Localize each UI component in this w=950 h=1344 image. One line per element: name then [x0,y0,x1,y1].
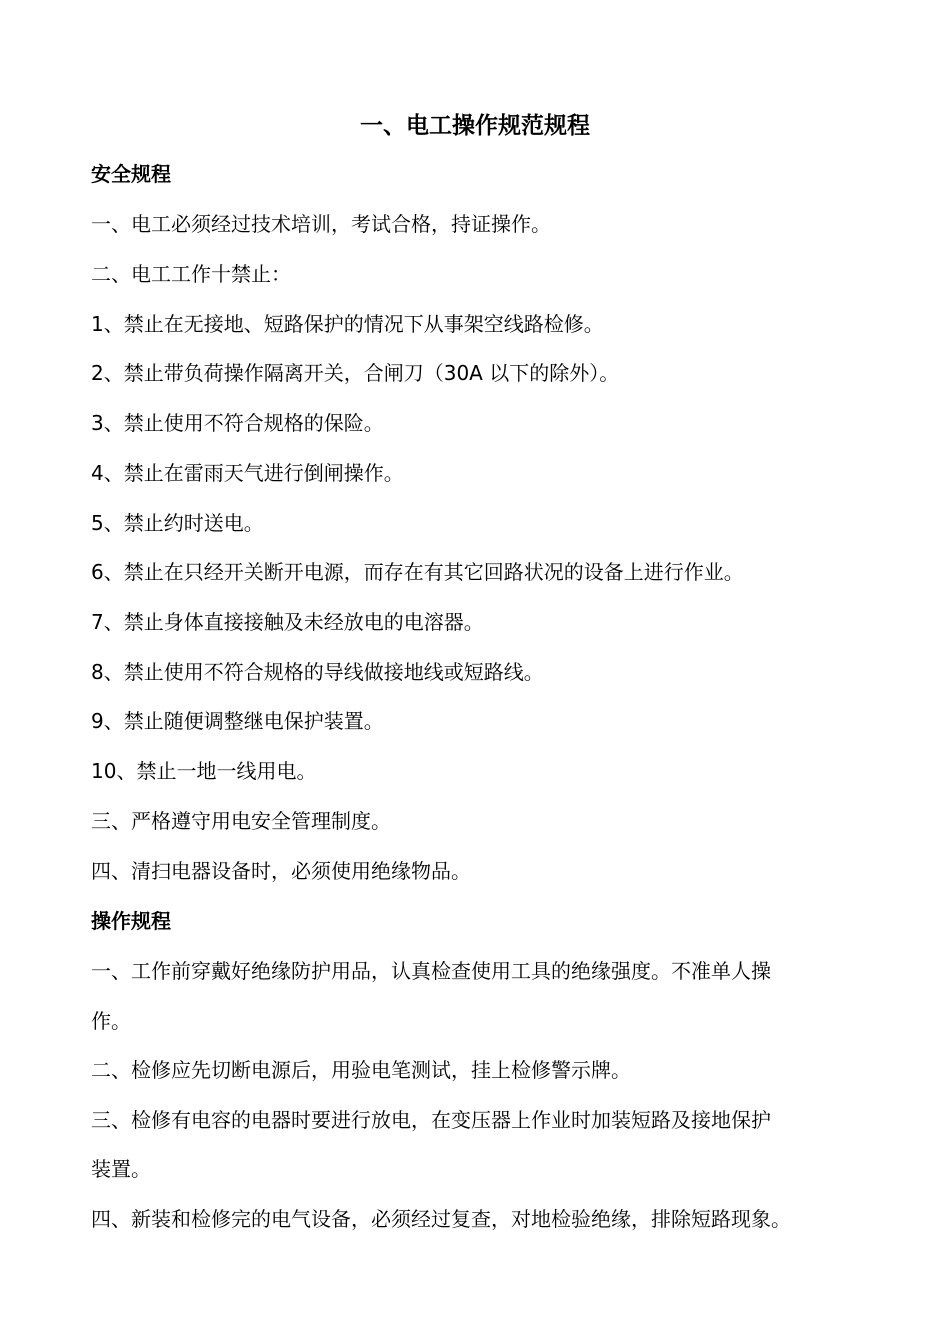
prohibition-item: 5、禁止约时送电。 [91,511,264,535]
prohibition-item: 10、禁止一地一线用电。 [91,759,317,783]
prohibition-item: 7、禁止身体直接接触及未经放电的电溶器。 [91,610,484,634]
prohibition-item: 1、禁止在无接地、短路保护的情况下从事架空线路检修。 [91,312,604,336]
operation-rule: 三、检修有电容的电器时要进行放电，在变压器上作业时加装短路及接地保护 [91,1108,771,1132]
operation-rule: 二、检修应先切断电源后，用验电笔测试，挂上检修警示牌。 [91,1058,631,1082]
prohibition-item: 3、禁止使用不符合规格的保险。 [91,411,384,435]
safety-rule: 二、电工工作十禁止： [91,262,291,286]
prohibition-item: 8、禁止使用不符合规格的导线做接地线或短路线。 [91,660,544,684]
operation-rule: 四、新装和检修完的电气设备，必须经过复查，对地检验绝缘，排除短路现象。 [91,1207,791,1231]
safety-rule: 四、清扫电器设备时，必须使用绝缘物品。 [91,859,471,883]
operation-rule-continuation: 作。 [91,1009,131,1033]
prohibition-item: 2、禁止带负荷操作隔离开关，合闸刀（30A 以下的除外）。 [91,361,620,385]
prohibition-item: 9、禁止随便调整继电保护装置。 [91,709,384,733]
safety-rule: 一、电工必须经过技术培训，考试合格，持证操作。 [91,212,551,236]
prohibition-item: 4、禁止在雷雨天气进行倒闸操作。 [91,461,404,485]
section-heading-operation: 操作规程 [91,909,171,933]
safety-rule: 三、严格遵守用电安全管理制度。 [91,809,391,833]
operation-rule-continuation: 装置。 [91,1157,151,1181]
prohibition-item: 6、禁止在只经开关断开电源，而存在有其它回路状况的设备上进行作业。 [91,560,744,584]
operation-rule: 一、工作前穿戴好绝缘防护用品，认真检查使用工具的绝缘强度。不准单人操 [91,959,771,983]
section-heading-safety: 安全规程 [91,162,171,186]
document-title: 一、电工操作规范规程 [360,113,590,139]
